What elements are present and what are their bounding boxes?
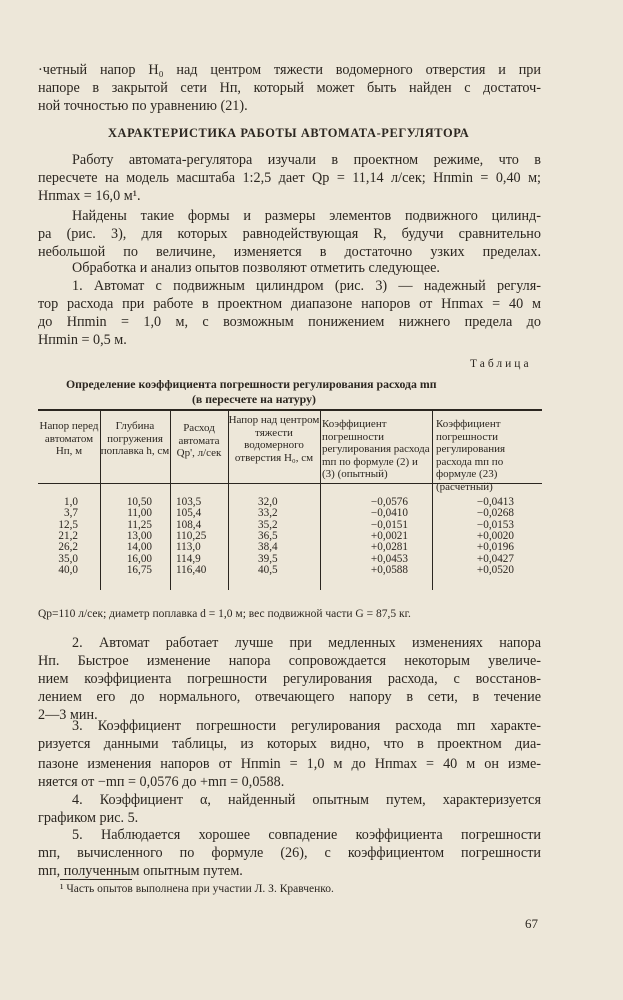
table-cell: 11,00 (127, 507, 152, 520)
table-col-divider (320, 410, 321, 590)
table-header-depth: Глубина погружения поплавка h, см (100, 420, 170, 458)
item5-line-2: mп, вычисленного по формуле (26), с коэффициентом погрешности (38, 845, 541, 861)
table-title-1: Определение коэффициента погрешности регулирования расхода mп (66, 377, 437, 391)
table-header-head: Напор перед автоматом Hп, м (39, 420, 99, 458)
item4-line-1: 4. Коэффициент α, найденный опытным путем, характеризуется (72, 792, 541, 808)
table-top-rule (38, 409, 542, 411)
item3-line-1: 3. Коэффициент погрешности регулирования расхода mп характе- (72, 718, 541, 734)
table-cell: 110,25 (176, 529, 207, 542)
item3-line-4: няется от −mп = 0,0576 до +mп = 0,0588. (38, 774, 285, 790)
table-header-coef-calc: Коэффициент погрешности регулирования расхода mп по формуле (23) (расчетный) (436, 418, 506, 493)
table-cell: 3,7 (64, 507, 78, 520)
table-cell: 105,4 (176, 507, 202, 520)
item1-line-2: тор расхода при работе в проектном диапазоне напоров от Hпmax = 40 м (38, 296, 541, 312)
table-cell: 103,5 (176, 496, 202, 508)
table-cell: 16,00 (126, 552, 152, 565)
table-cell: 12,5 (58, 518, 78, 531)
table-cell: 21,2 (58, 529, 78, 542)
table-cell: 33,2 (258, 507, 278, 520)
page-footnote: ¹ Часть опытов выполнена при участии Л. З. Кравченко. (60, 883, 334, 895)
intro-line-2: напоре в закрытой сети Hп, который может быть найден с достаточ- (38, 80, 541, 96)
table-cell: 40,0 (58, 563, 78, 576)
table-cell: +0,0021 (370, 529, 408, 542)
table-cell: 10,50 (126, 496, 152, 508)
table-cell: +0,0427 (476, 552, 514, 565)
table-cell: 116,40 (176, 563, 207, 576)
para1-line-1: Работу автомата-регулятора изучали в проектном режиме, что в (72, 152, 541, 168)
table-cell: −0,0413 (476, 496, 514, 508)
para3: Обработка и анализ опытов позволяют отметить следующее. (72, 260, 440, 276)
table-header-center-head: Напор над центром тяжести водомерного отверстия H₀, см (228, 414, 320, 464)
table-footnote: Qр=110 л/сек; диаметр поплавка d = 1,0 м; вес подвижной части G = 87,5 кг. (38, 608, 411, 620)
table-cell: −0,0153 (476, 518, 514, 531)
para2-line-1: Найдены такие формы и размеры элементов подвижного цилинд- (72, 208, 541, 224)
table-cell: 35,0 (58, 552, 78, 565)
table-cell: −0,0151 (370, 518, 408, 531)
table-cell: 35,2 (258, 518, 278, 531)
footnote-rule (60, 879, 132, 880)
table-cell: 38,4 (258, 541, 278, 554)
item3-line-3: пазоне изменения напоров от Hпmin = 1,0 м до Hпmax = 40 м он изме- (38, 756, 541, 772)
section-title: ХАРАКТЕРИСТИКА РАБОТЫ АВТОМАТА-РЕГУЛЯТОРА (108, 126, 470, 140)
item2-line-4: лением его до нормального, отвечающего напору в сети, в течение (38, 689, 541, 705)
table-cell: 36,5 (258, 529, 278, 542)
table-cell: 26,2 (58, 541, 78, 554)
table-cell: +0,0020 (476, 529, 514, 542)
table-cell: 14,00 (126, 541, 152, 554)
table-cell: 32,0 (258, 496, 278, 508)
table-cell: 40,5 (258, 563, 278, 576)
item5-line-3: mп, полученным опытным путем. (38, 863, 243, 879)
item2-line-2: Hп. Быстрое изменение напора сопровождается некоторым увеличе- (38, 653, 541, 669)
table-cell: −0,0576 (370, 496, 408, 508)
table-label: Таблица (470, 358, 532, 370)
item4-line-2: графиком рис. 5. (38, 810, 139, 826)
table-cell: +0,0453 (370, 552, 408, 565)
item2-line-5: 2—3 мин. (38, 707, 98, 723)
item5-line-1: 5. Наблюдается хорошее совпадение коэффициента погрешности (72, 827, 541, 843)
para2-line-3: небольшой по величине, изменяется в достаточно узких пределах. (38, 244, 541, 260)
table-cell: −0,0268 (476, 507, 514, 520)
table-cell: 1,0 (64, 496, 78, 508)
intro-line-1: ·четный напор H₀ над центром тяжести водомерного отверстия и при (38, 62, 541, 78)
table-cell: 113,0 (176, 541, 201, 554)
table-header-coef-exp: Коэффициент погрешности регулирования расхода mп по формуле (2) и (3) (опытный) (322, 418, 430, 481)
item1-line-1: 1. Автомат с подвижным цилиндром (рис. 3) — надежный регуля- (72, 278, 541, 294)
item2-line-1: 2. Автомат работает лучше при медленных изменениях напора (72, 635, 541, 651)
intro-line-3: ной точностью по уравнению (21). (38, 98, 248, 114)
table-cell: +0,0588 (370, 563, 408, 576)
para1-line-2: пересчете на модель масштаба 1:2,5 дает Qр = 11,14 л/сек; Hпmin = 0,40 м; (38, 170, 541, 186)
table-cell: 39,5 (258, 552, 278, 565)
table-cell: 11,25 (127, 518, 152, 531)
table-title-2: (в пересчете на натуру) (192, 392, 316, 406)
table-col-divider (432, 410, 433, 590)
table-header-flow: Расход автомата Qр', л/сек (176, 422, 222, 460)
para1-line-3: Hпmax = 16,0 м¹. (38, 188, 141, 204)
item1-line-4: Hпmin = 0,5 м. (38, 332, 127, 348)
table-cell: −0,0410 (370, 507, 408, 520)
item3-line-2: ризуется данными таблицы, из которых видно, что в проектном диа- (38, 736, 541, 752)
table-cell: 13,00 (126, 529, 152, 542)
item2-line-3: нием коэффициента погрешности регулирования расхода, с восстанов- (38, 671, 541, 687)
page-number: 67 (525, 916, 538, 931)
table-cell: +0,0196 (476, 541, 514, 554)
para2-line-2: ра (рис. 3), для которых равнодействующая R, будучи сравнительно (38, 226, 541, 242)
table-cell: 16,75 (126, 563, 152, 576)
item1-line-3: до Hпmin = 1,0 м, с возможным понижением нижнего предела до (38, 314, 541, 330)
table-cell: 114,9 (176, 552, 201, 565)
table-cell: 108,4 (176, 518, 202, 531)
table-cell: +0,0281 (370, 541, 408, 554)
table-cell: +0,0520 (476, 563, 514, 576)
